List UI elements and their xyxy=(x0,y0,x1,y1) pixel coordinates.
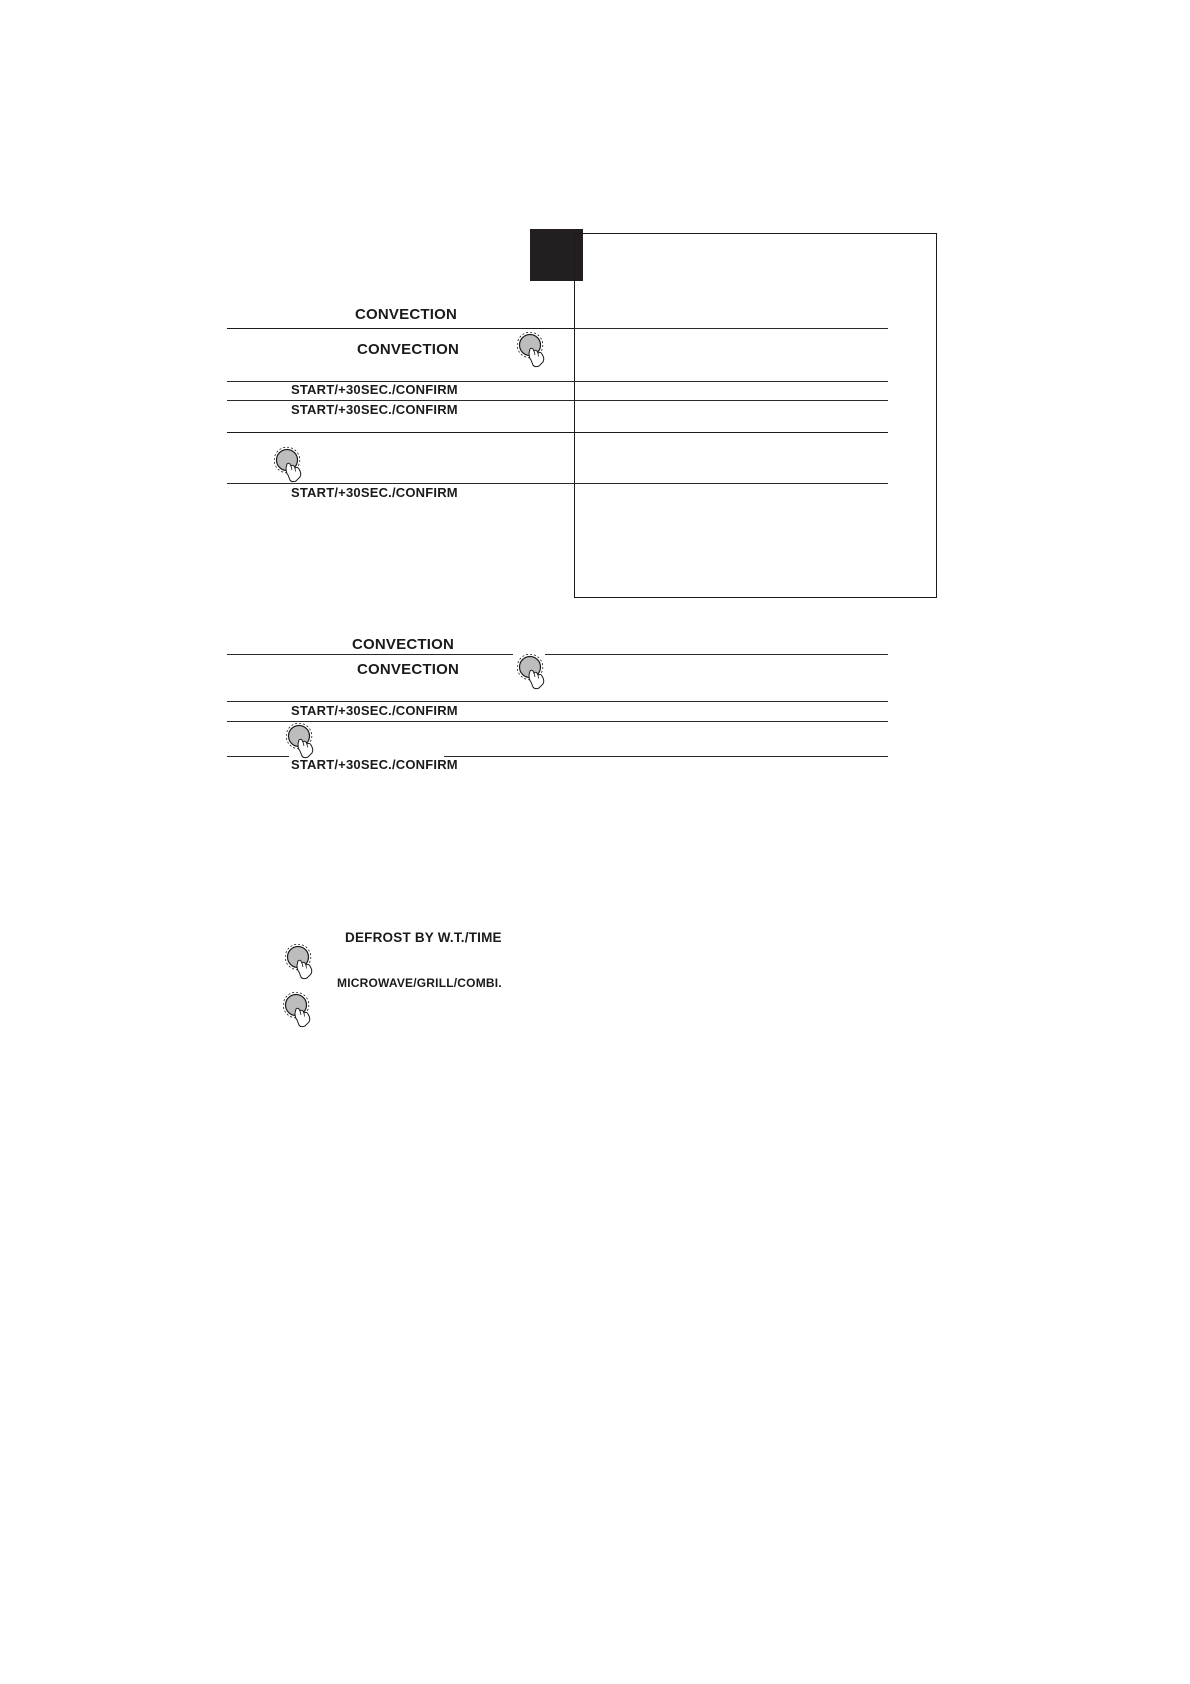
convection-header-label: CONVECTION xyxy=(352,636,455,653)
rotary-knob-hand-icon xyxy=(274,447,304,483)
step-convection-label: CONVECTION xyxy=(357,661,460,678)
defrost-label: DEFROST BY W.T./TIME xyxy=(345,930,502,945)
microwave-grill-combi-label: MICROWAVE/GRILL/COMBI. xyxy=(337,976,502,990)
divider xyxy=(444,756,888,757)
divider xyxy=(227,654,513,655)
divider xyxy=(227,483,888,484)
step-start-confirm-label: START/+30SEC./CONFIRM xyxy=(291,382,458,397)
divider xyxy=(227,701,888,702)
step-start-confirm-label: START/+30SEC./CONFIRM xyxy=(291,485,458,500)
divider xyxy=(574,328,888,329)
rotary-knob-hand-icon xyxy=(283,992,313,1028)
rotary-knob-hand-icon xyxy=(285,944,315,980)
divider xyxy=(545,654,888,655)
divider xyxy=(227,328,574,329)
rotary-knob-hand-icon xyxy=(286,723,316,759)
step-start-confirm-label: START/+30SEC./CONFIRM xyxy=(291,402,458,417)
convection-header-label: CONVECTION xyxy=(355,306,458,323)
rotary-knob-hand-icon xyxy=(517,332,547,368)
step-start-confirm-label: START/+30SEC./CONFIRM xyxy=(291,703,458,718)
divider xyxy=(227,432,888,433)
rotary-knob-hand-icon xyxy=(517,654,547,690)
divider xyxy=(227,756,289,757)
divider xyxy=(227,400,888,401)
divider xyxy=(227,721,888,722)
step-start-confirm-label: START/+30SEC./CONFIRM xyxy=(291,757,458,772)
step-convection-label: CONVECTION xyxy=(357,341,460,358)
note-box xyxy=(574,233,937,598)
